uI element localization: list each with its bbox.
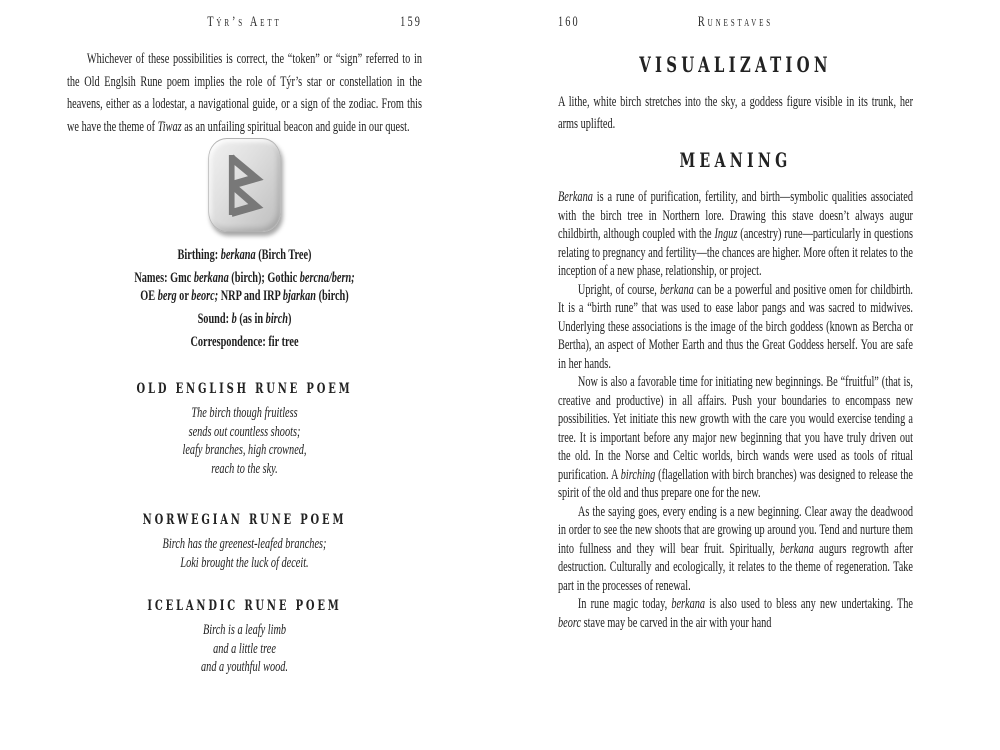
poem-line: leafy branches, high crowned, [182,442,307,458]
running-head-title: Runestaves [697,14,774,30]
running-head [67,14,422,32]
right-page [558,14,913,632]
berkana-rune-icon [225,152,265,218]
attribute-birthing: Birthing: berkana (Birch Tree) [177,247,312,263]
page-number: 160 [558,14,580,30]
poem-line: and a little tree [213,640,276,657]
poem-line: and a youthful wood. [201,659,288,675]
intro-paragraph: Whichever of these possibilities is correct, the “token” or “sign” referred to in the Old Englsih Rune poem implies the role of Týr’s star or constellation in the heavens, either as a lodestar, a navigational guide, or a sign of the zodiac. From this we have the theme of Tiwaz as an unfailing spiritual beacon and guide in our quest. [67,51,422,135]
poem-line: Birch has the greenest-leafed branches; [162,536,327,552]
poem-heading: ICELANDIC RUNE POEM [147,598,342,614]
poem-line: Birch is a leafy limb [202,622,287,638]
poem-line: reach to the sky. [211,460,278,477]
icelandic-rune-poem [67,598,422,677]
norwegian-rune-poem [67,512,422,572]
attribute-correspondence: Correspondence: fir tree [190,334,299,350]
meaning-paragraph: In rune magic today, berkana is also used to bless any new undertaking. The beorc stave may be carved in the air with your hand [558,596,913,631]
rune-stone-figure [67,138,422,232]
attribute-names-line2: OE berg or beorc; NRP and IRP bjarkan (birch) [140,288,349,304]
meaning-paragraph: As the saying goes, every ending is a new beginning. Clear away the deadwood in order to see the new shoots that are growing up around you. Tend and nurture them into fullness and they will bear fruit. Spiritually, berkana augurs regrowth after destruction. Culturally and ecologically, it relates to the theme of regeneration. Take part in the processes of renewal. [558,503,913,594]
section-heading-meaning: MEANING [679,148,792,172]
running-head-title: Týr’s Aett [207,14,282,30]
left-page [67,14,422,677]
visualization-paragraph: A lithe, white birch stretches into the sky, a goddess figure visible in its trunk, her arms uplifted. [558,94,913,132]
poem-line: Loki brought the luck of deceit. [180,554,309,571]
meaning-body [558,188,913,632]
running-head [558,14,913,32]
poem-heading: NORWEGIAN RUNE POEM [142,512,347,528]
section-heading-visualization: VISUALIZATION [639,52,832,77]
poem-heading: OLD ENGLISH RUNE POEM [136,381,353,397]
attribute-sound: Sound: b (as in birch) [197,311,292,327]
meaning-paragraph: Now is also a favorable time for initiating new beginnings. Be “fruitful” (that is, creative and productive) in all affairs. Push your boundaries to encompass new possibilities. Yet initiate this new growth with the care you would exercise tending a tree. It is important before any major new beginning that you have truly driven out the old. In the Norse and Celtic worlds, birch wands were used as tools of ritual purification. A birching (flagellation with birch branches) was designed to release the spirit of the old and thus prepare one for the new. [558,374,914,501]
rune-stone [208,138,280,232]
old-english-rune-poem [67,381,422,478]
meaning-paragraph: Upright, of course, berkana can be a powerful and positive omen for childbirth. It is a “birth rune” that was used to ease labor pangs and was sacred to midwives. Underlying these associations is the image of the birch goddess (known as Bercha or Bertha), an aspect of Mother Earth and thus the Great Goddess herself. You are safe in her hands. [558,281,914,372]
poem-line: The birch though fruitless [191,405,298,421]
meaning-paragraph: Berkana is a rune of purification, fertility, and birth—symbolic qualities associated with the birch tree in Northern lore. Drawing this stave doesn’t always augur childbirth, although coupled with the Inguz (ancestry) rune—particularly in questions relating to pregnancy and fertility—the chances are higher. More often it relates to the inception of a new phase, relationship, or project. [558,189,913,279]
page-number: 159 [400,14,422,30]
attribute-names-line1: Names: Gmc berkana (birch); Gothic bercna/bern; [134,270,355,286]
poem-line: sends out countless shoots; [188,423,301,440]
rune-attributes [67,246,422,351]
